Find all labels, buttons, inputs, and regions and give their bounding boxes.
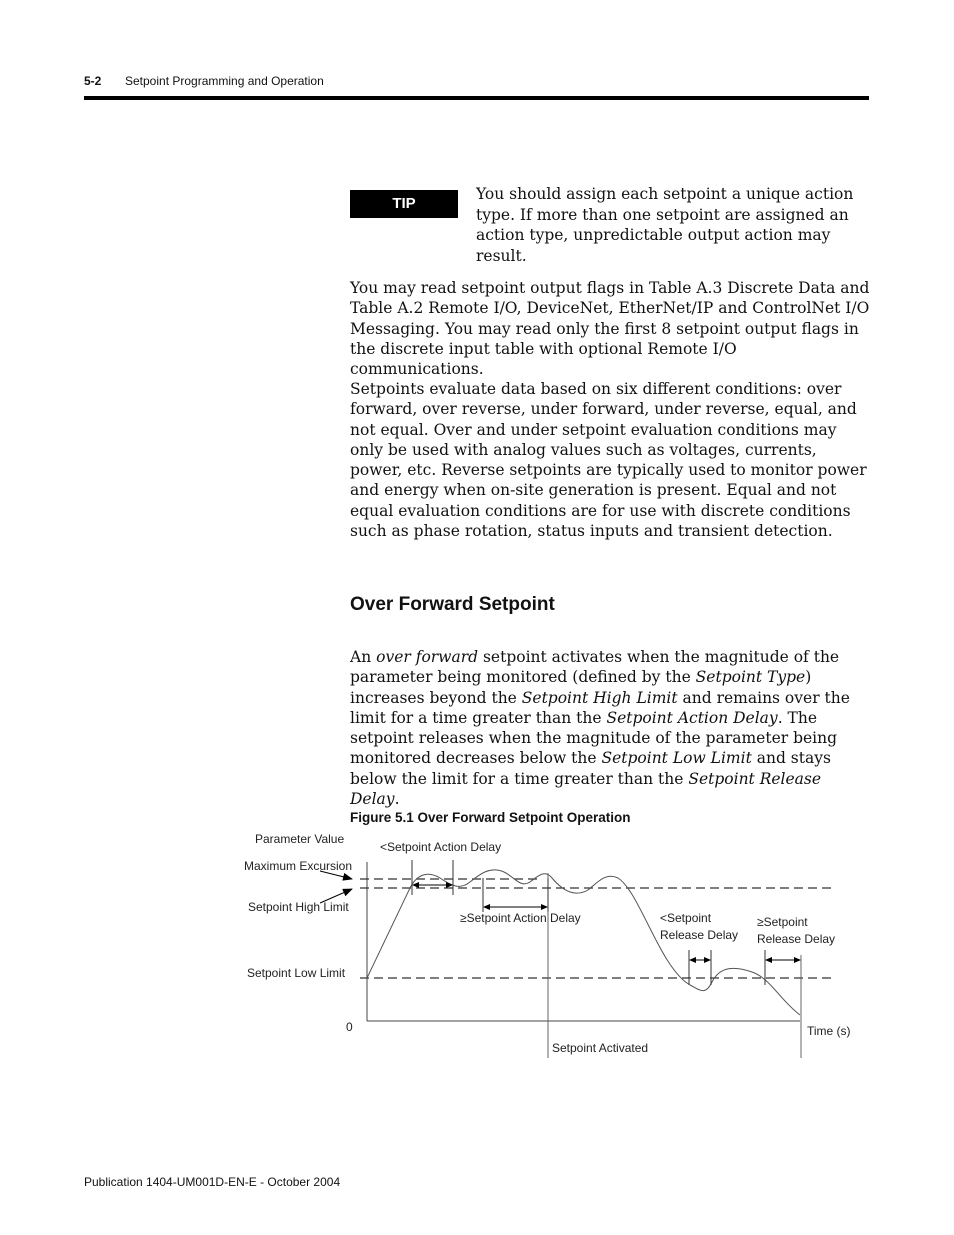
label-ge-release-delay-2: Release Delay — [757, 932, 836, 946]
text-run: An — [350, 648, 377, 666]
label-lt-action-delay: <Setpoint Action Delay — [380, 840, 502, 854]
term-setpoint-low-limit: Setpoint Low Limit — [601, 749, 752, 768]
tip-text: You should assign each setpoint a unique action type. If more than one setpoint are assigned an action type, unpredictable output action may result. — [476, 185, 854, 265]
term-over-forward: over forward — [376, 648, 479, 666]
label-zero: 0 — [346, 1020, 353, 1034]
label-setpoint-activated: Setpoint Activated — [552, 1041, 649, 1055]
label-maximum-excursion: Maximum Excursion — [244, 859, 353, 873]
text-run: ) increases beyond the — [350, 668, 812, 707]
text-run: and stays below the limit for a time greater than the — [350, 749, 831, 788]
label-ge-action-delay: ≥Setpoint Action Delay — [460, 911, 581, 925]
term-setpoint-type: Setpoint Type — [695, 668, 806, 687]
chapter-title: Setpoint Programming and Operation — [125, 74, 324, 88]
label-time: Time (s) — [807, 1024, 851, 1038]
footer-publication: Publication 1404-UM001D-EN-E - October 2004 — [84, 1175, 341, 1189]
text-run: . — [394, 790, 400, 809]
tip-badge: TIP — [350, 190, 458, 218]
paragraph-conditions: Setpoints evaluate data based on six different conditions: over forward, over reverse, under forward, under reverse, equal, and not equal. Over and under setpoint evaluation conditions may only be used with analog values such as voltages, currents, power, etc. Reverse setpoints are typically used to monitor power and energy when on-site generation is present. Equal and not equal evaluation conditions are for use with discrete conditions such as phase rotation, status inputs and transient detection. — [350, 380, 867, 541]
figure-caption: Figure 5.1 Over Forward Setpoint Operation — [350, 810, 631, 825]
label-setpoint-high-limit: Setpoint High Limit — [248, 900, 349, 914]
page-number: 5-2 — [84, 74, 102, 88]
label-lt-release-delay-2: Release Delay — [660, 928, 739, 942]
parameter-curve — [367, 870, 800, 1015]
label-parameter-value: Parameter Value — [255, 832, 345, 846]
term-setpoint-action-delay: Setpoint Action Delay — [606, 708, 778, 727]
term-setpoint-high-limit: Setpoint High Limit — [521, 688, 678, 707]
label-lt-release-delay-1: <Setpoint — [660, 911, 712, 925]
text-run: . The setpoint releases when the magnitude of the parameter being monitored decreases below the — [350, 708, 838, 768]
paragraph-output-flags: You may read setpoint output flags in Table A.3 Discrete Data and Table A.2 Remote I/O, DeviceNet, EtherNet/IP and ControlNet I/O Messaging. You may read only the first 8 setpoint output flags in the discrete input table with optional Remote I/O communications. — [350, 279, 870, 379]
label-ge-release-delay-1: ≥Setpoint — [757, 915, 808, 929]
section-heading: Over Forward Setpoint — [350, 594, 555, 615]
text-run: setpoint activates when the magnitude of the parameter being monitored (defined by the — [350, 648, 840, 687]
term-setpoint-release-delay: Setpoint Release Delay — [350, 769, 822, 809]
label-setpoint-low-limit: Setpoint Low Limit — [247, 966, 346, 980]
text-run: and remains over the limit for a time greater than the — [350, 688, 850, 727]
